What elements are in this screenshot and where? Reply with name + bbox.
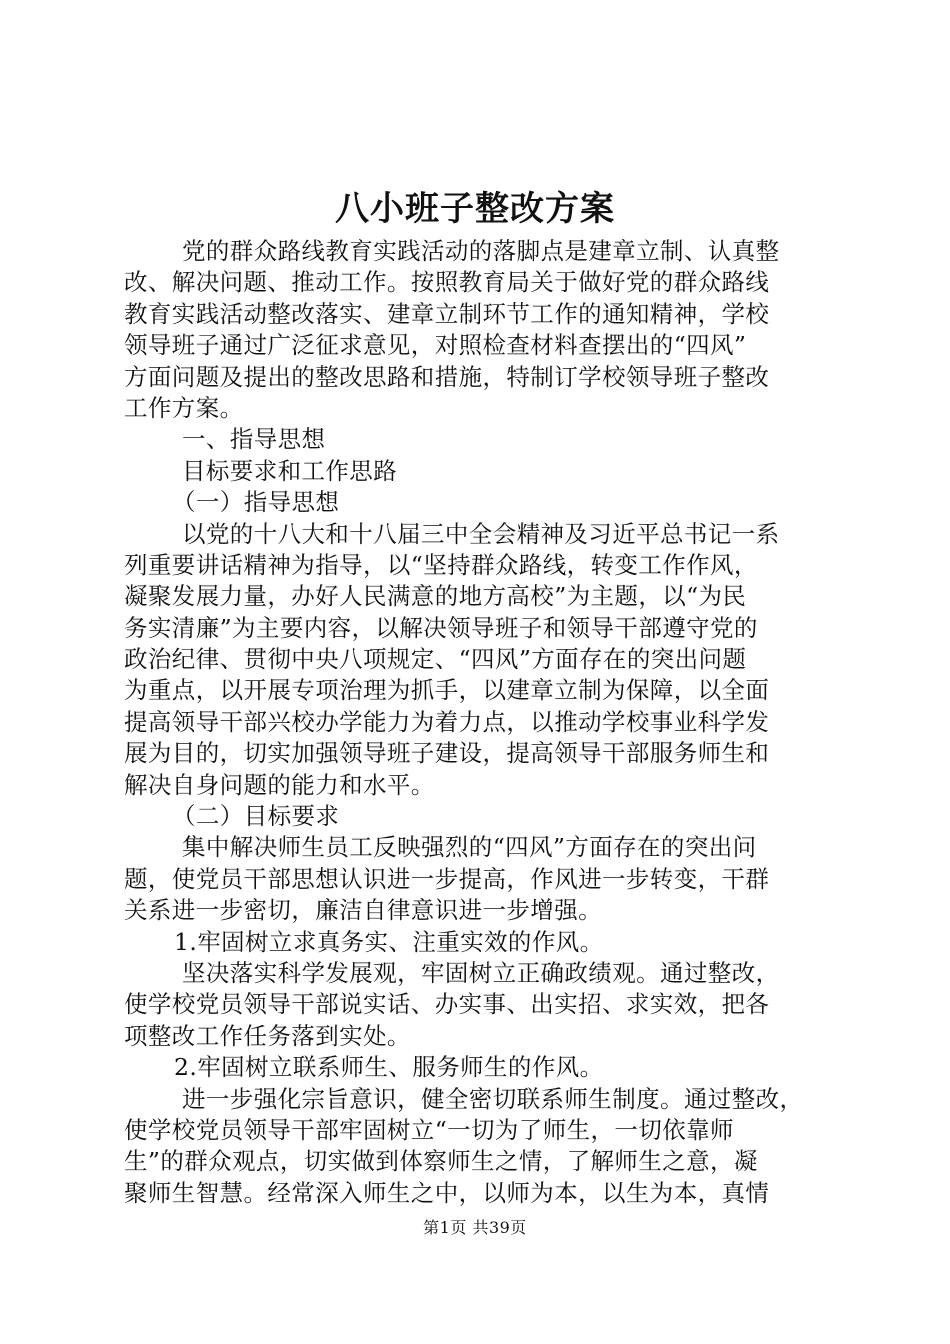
- body-line: 提高领导干部兴校办学能力为着力点，以推动学校事业科学发: [124, 707, 770, 736]
- section-heading: 一、指导思想: [182, 425, 326, 454]
- body-line: 生”的群众观点，切实做到体察师生之情，了解师生之意，凝: [124, 1147, 758, 1176]
- body-line: 进一步强化宗旨意识，健全密切联系师生制度。通过整改，: [182, 1084, 804, 1113]
- body-line: 以党的十八大和十八届三中全会精神及习近平总书记一系: [182, 519, 780, 548]
- body-line: 领导班子通过广泛征求意见，对照检查材料查摆出的“四风”: [124, 331, 747, 360]
- body-line: 坚决落实科学发展观，牢固树立正确政绩观。通过整改，: [182, 958, 780, 987]
- body-line: 使学校党员领导干部牢固树立“一切为了师生，一切依靠师: [124, 1115, 734, 1144]
- body-line: 关系进一步密切，廉洁自律意识进一步增强。: [124, 896, 602, 925]
- body-line: 工作方案。: [124, 393, 244, 422]
- body-line: 使学校党员领导干部说实话、办实事、出实招、求实效，把各: [124, 990, 770, 1019]
- document-body: [124, 236, 836, 1209]
- numbered-heading: 2.牢固树立联系师生、服务师生的作风。: [174, 1053, 604, 1082]
- numbered-heading: 1.牢固树立求真务实、注重实效的作风。: [174, 927, 604, 956]
- body-line: 务实清廉”为主要内容，以解决领导班子和领导干部遵守党的: [124, 613, 758, 642]
- body-line: 列重要讲话精神为指导，以“坚持群众路线，转变工作作风，: [124, 550, 758, 579]
- section-subheading: 目标要求和工作思路: [182, 456, 398, 485]
- subsection-heading: （二）目标要求: [172, 802, 340, 831]
- page-number-footer: 第1页 共39页: [423, 1218, 527, 1237]
- body-line: 聚师生智慧。经常深入师生之中，以师为本，以生为本，真情: [124, 1178, 770, 1207]
- document-title: 八小班子整改方案: [335, 189, 615, 229]
- body-line: 党的群众路线教育实践活动的落脚点是建章立制、认真整: [182, 237, 780, 265]
- body-line: 改、解决问题、推动工作。按照教育局关于做好党的群众路线: [124, 268, 770, 297]
- body-line: 教育实践活动整改落实、建章立制环节工作的通知精神，学校: [124, 299, 770, 328]
- subsection-heading: （一）指导思想: [172, 488, 340, 517]
- body-line: 方面问题及提出的整改思路和措施，特制订学校领导班子整改: [124, 362, 770, 391]
- body-line: 展为目的，切实加强领导班子建设，提高领导干部服务师生和: [124, 739, 770, 768]
- body-line: 解决自身问题的能力和水平。: [124, 770, 435, 799]
- body-line: 政治纪律、贯彻中央八项规定、“四风”方面存在的突出问题: [124, 645, 747, 674]
- body-line: 题，使党员干部思想认识进一步提高，作风进一步转变，干群: [124, 864, 770, 893]
- body-line: 凝聚发展力量，办好人民满意的地方高校”为主题，以“为民: [124, 582, 747, 611]
- body-line: 集中解决师生员工反映强烈的“四风”方面存在的突出问: [182, 833, 757, 862]
- body-line: 为重点，以开展专项治理为抓手，以建章立制为保障，以全面: [124, 676, 770, 705]
- body-line: 项整改工作任务落到实处。: [124, 1021, 411, 1050]
